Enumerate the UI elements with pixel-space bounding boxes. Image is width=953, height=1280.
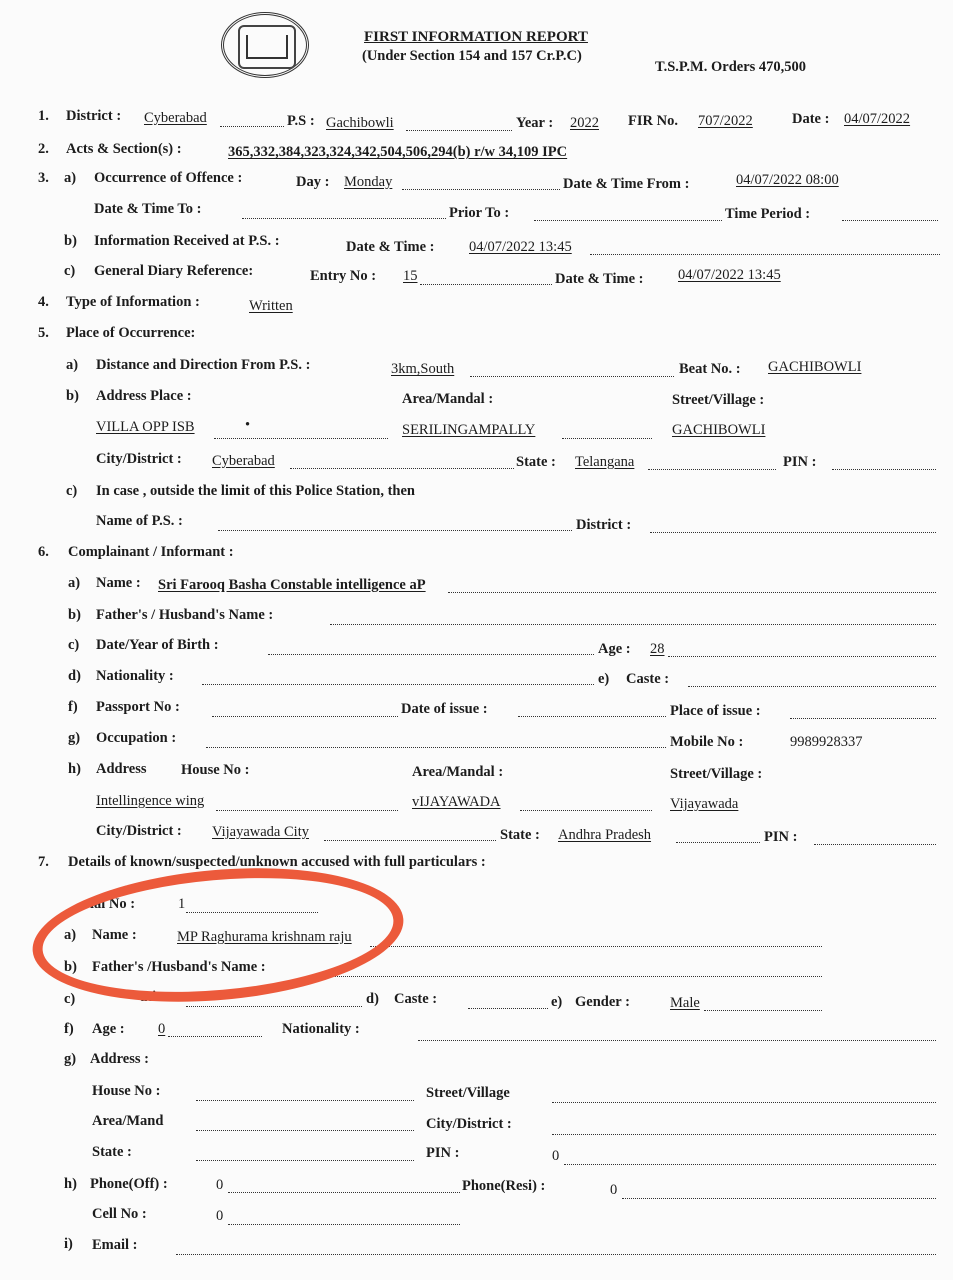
street-village-label: Street/Village : bbox=[670, 766, 763, 782]
area-mandal-label: Area/Mandal : bbox=[412, 764, 504, 780]
street-village-value: Vijayawada bbox=[670, 796, 739, 812]
caste-field bbox=[688, 672, 936, 687]
accused-nationality-field bbox=[418, 1026, 936, 1041]
sub-letter: c) bbox=[64, 991, 76, 1007]
area-mandal-value: vIJAYAWADA bbox=[412, 794, 501, 810]
dob-label: Date/Year of Birth : bbox=[96, 637, 219, 653]
date-time-to-field bbox=[242, 204, 446, 219]
pin-label: PIN : bbox=[764, 829, 798, 845]
time-period-label: Time Period : bbox=[725, 206, 811, 222]
city-district-label: City/District : bbox=[96, 451, 182, 467]
state-value: Telangana bbox=[575, 454, 635, 470]
pin-label: PIN : bbox=[783, 454, 817, 470]
gender-value: Male bbox=[670, 995, 700, 1011]
street-village-value: GACHIBOWLI bbox=[672, 422, 766, 438]
sub-letter: g) bbox=[64, 1051, 77, 1067]
gender-label: Gender : bbox=[575, 994, 630, 1010]
occupation-field bbox=[206, 733, 666, 748]
state-field-line bbox=[648, 455, 776, 470]
nationality-field bbox=[202, 670, 594, 685]
sub-letter: b) bbox=[64, 959, 77, 975]
entry-no-label: Entry No : bbox=[310, 268, 377, 284]
city-field-line bbox=[290, 454, 514, 469]
sub-letter: i) bbox=[64, 1236, 73, 1252]
state-label: State : bbox=[92, 1144, 132, 1160]
address-place-label: Address Place : bbox=[96, 388, 192, 404]
distance-value: 3km,South bbox=[391, 361, 455, 377]
sub-letter: f) bbox=[64, 1021, 74, 1037]
dob-field bbox=[268, 640, 594, 655]
accused-age-label: Age : bbox=[92, 1021, 125, 1037]
complainant-name-field bbox=[448, 578, 936, 593]
date-value: 04/07/2022 bbox=[844, 111, 911, 127]
item-number: 3. bbox=[38, 170, 49, 186]
accused-name-field bbox=[370, 932, 822, 947]
house-no-label: House No : bbox=[92, 1083, 161, 1099]
address-field-line bbox=[214, 424, 388, 439]
pin-field-line bbox=[564, 1150, 936, 1165]
place-issue-field bbox=[790, 704, 936, 719]
city-district-label: City/District : bbox=[426, 1116, 512, 1132]
prior-to-field bbox=[534, 206, 722, 221]
place-issue-label: Place of issue : bbox=[670, 703, 761, 719]
sub-letter: a) bbox=[64, 170, 77, 186]
phone-off-field-line bbox=[228, 1178, 460, 1193]
area-mandal-field bbox=[196, 1116, 414, 1131]
item-number: 1. bbox=[38, 108, 49, 124]
district-field-line bbox=[220, 112, 284, 127]
fir-label: FIR No. bbox=[628, 113, 678, 129]
date-label: Date : bbox=[792, 111, 830, 127]
date-time-from-value: 04/07/2022 08:00 bbox=[736, 172, 839, 188]
state-label: State : bbox=[500, 827, 540, 843]
city-district-value: Vijayawada City bbox=[212, 824, 309, 840]
beat-value: GACHIBOWLI bbox=[768, 359, 862, 375]
date-time-from-label: Date & Time From : bbox=[563, 176, 690, 192]
orders-ref: T.S.P.M. Orders 470,500 bbox=[655, 59, 807, 75]
item-number: 2. bbox=[38, 141, 49, 157]
sub-letter: f) bbox=[68, 699, 78, 715]
serial-no-label: ial No : bbox=[90, 896, 136, 912]
age-field-line bbox=[668, 642, 936, 657]
gd-date-time-value: 04/07/2022 13:45 bbox=[678, 267, 781, 283]
passport-field bbox=[212, 702, 398, 717]
complainant-label: Complainant / Informant : bbox=[68, 544, 234, 560]
area-field-line bbox=[520, 796, 652, 811]
pin-field bbox=[832, 455, 936, 470]
entry-field-line bbox=[420, 270, 552, 285]
year-label: Year : bbox=[516, 115, 554, 131]
date-time-to-label: Date & Time To : bbox=[94, 201, 202, 217]
serial-no-value: 1 bbox=[178, 896, 186, 912]
address-mark: • bbox=[245, 417, 251, 433]
ps-value: Gachibowli bbox=[326, 115, 394, 131]
day-value: Monday bbox=[344, 174, 393, 190]
house-no-value: Intellingence wing bbox=[96, 793, 205, 809]
item-number: 6. bbox=[38, 544, 49, 560]
ps-name-field bbox=[218, 516, 572, 531]
phone-resi-label: Phone(Resi) : bbox=[462, 1178, 546, 1194]
mobile-value: 9989928337 bbox=[790, 734, 863, 750]
accused-name-label: Name : bbox=[92, 927, 137, 943]
state-label: State : bbox=[516, 454, 556, 470]
gd-date-time-label: Date & Time : bbox=[555, 271, 644, 287]
area-mandal-value: SERILINGAMPALLY bbox=[402, 422, 536, 438]
area-field-line bbox=[562, 424, 652, 439]
sub-letter: e) bbox=[551, 994, 563, 1010]
sub-letter: b) bbox=[68, 607, 81, 623]
father-name-field bbox=[330, 610, 936, 625]
state-value: Andhra Pradesh bbox=[558, 827, 652, 843]
city-district-field bbox=[552, 1120, 936, 1135]
time-period-field bbox=[842, 206, 938, 221]
sub-letter: d) bbox=[366, 991, 379, 1007]
pin-label: PIN : bbox=[426, 1145, 460, 1161]
date-issue-field bbox=[518, 702, 666, 717]
outside-district-label: District : bbox=[576, 517, 632, 533]
page-title: FIRST INFORMATION REPORT bbox=[364, 29, 588, 45]
street-village-label: Street/Village bbox=[426, 1085, 510, 1101]
ps-label: P.S : bbox=[287, 113, 315, 129]
type-info-value: Written bbox=[249, 298, 293, 314]
pin-value: 0 bbox=[552, 1148, 560, 1164]
house-field-line bbox=[216, 796, 398, 811]
sub-letter: e) bbox=[598, 671, 610, 687]
email-field bbox=[176, 1240, 936, 1255]
beat-label: Beat No. : bbox=[679, 361, 741, 377]
sub-letter: g) bbox=[68, 730, 81, 746]
distance-field-line bbox=[470, 362, 674, 377]
nationality-label: Nationality : bbox=[96, 668, 174, 684]
phone-resi-field-line bbox=[622, 1184, 936, 1199]
item-number: 4. bbox=[38, 294, 49, 310]
type-info-label: Type of Information : bbox=[66, 294, 200, 310]
acts-value: 365,332,384,323,324,342,504,506,294(b) r/w 34,109 IPC bbox=[228, 144, 568, 160]
house-no-field bbox=[196, 1086, 414, 1101]
address-label: Address bbox=[96, 761, 147, 777]
year-value: 2022 bbox=[570, 115, 599, 131]
accused-father-label: Father's /Husband's Name : bbox=[92, 959, 266, 975]
ps-field-line bbox=[406, 116, 512, 131]
info-date-time-value: 04/07/2022 13:45 bbox=[469, 239, 572, 255]
city-field-line bbox=[324, 826, 496, 841]
date-issue-label: Date of issue : bbox=[401, 701, 488, 717]
city-district-value: Cyberabad bbox=[212, 453, 275, 469]
complainant-name-value: Sri Farooq Basha Constable intelligence aP bbox=[158, 577, 426, 593]
area-mandal-label: Area/Mand bbox=[92, 1113, 164, 1129]
day-label: Day : bbox=[296, 174, 330, 190]
caste-label: Caste : bbox=[626, 671, 670, 687]
complainant-name-label: Name : bbox=[96, 575, 141, 591]
occupation-label: Occupation : bbox=[96, 730, 177, 746]
entry-no-value: 15 bbox=[403, 268, 418, 284]
accused-name-value: MP Raghurama krishnam raju bbox=[177, 929, 352, 945]
phone-resi-value: 0 bbox=[610, 1182, 618, 1198]
phone-off-label: Phone(Off) : bbox=[90, 1176, 168, 1192]
gd-reference-label: General Diary Reference: bbox=[94, 263, 254, 279]
day-field-line bbox=[402, 175, 560, 190]
sub-letter: c) bbox=[68, 637, 80, 653]
outside-district-field bbox=[650, 518, 936, 533]
accused-age-value: 0 bbox=[158, 1021, 166, 1037]
ps-name-label: Name of P.S. : bbox=[96, 513, 183, 529]
item-number: 7. bbox=[38, 854, 49, 870]
phone-off-value: 0 bbox=[216, 1177, 224, 1193]
age-field-line bbox=[168, 1022, 262, 1037]
street-village-label: Street/Village : bbox=[672, 392, 765, 408]
accused-nationality-label: Nationality : bbox=[282, 1021, 360, 1037]
father-name-label: Father's / Husband's Name : bbox=[96, 607, 274, 623]
item-number: 5. bbox=[38, 325, 49, 341]
sub-letter: h) bbox=[68, 761, 81, 777]
mobile-label: Mobile No : bbox=[670, 734, 744, 750]
gender-field-line bbox=[704, 996, 822, 1011]
page-subtitle: (Under Section 154 and 157 Cr.P.C) bbox=[362, 48, 582, 64]
house-no-label: House No : bbox=[181, 762, 250, 778]
state-field bbox=[196, 1146, 414, 1161]
cell-no-field-line bbox=[228, 1210, 460, 1225]
info-date-time-label: Date & Time : bbox=[346, 239, 435, 255]
info-received-label: Information Received at P.S. : bbox=[94, 233, 280, 249]
sub-letter: a) bbox=[68, 575, 81, 591]
sub-letter: a) bbox=[66, 357, 79, 373]
cell-no-label: Cell No : bbox=[92, 1206, 147, 1222]
sub-letter: d) bbox=[68, 668, 81, 684]
sub-letter: c) bbox=[64, 263, 76, 279]
acts-label: Acts & Section(s) : bbox=[66, 141, 182, 157]
occurrence-label: Occurrence of Offence : bbox=[94, 170, 243, 186]
info-field-line bbox=[590, 240, 940, 255]
accused-caste-label: Caste : bbox=[394, 991, 438, 1007]
distance-label: Distance and Direction From P.S. : bbox=[96, 357, 311, 373]
city-district-label: City/District : bbox=[96, 823, 182, 839]
fir-value: 707/2022 bbox=[698, 113, 753, 129]
age-value: 28 bbox=[650, 641, 665, 657]
occupation-label-partial: ation : bbox=[140, 989, 180, 1005]
address-place-value: VILLA OPP ISB bbox=[96, 419, 195, 435]
accused-caste-field bbox=[468, 994, 548, 1009]
area-mandal-label: Area/Mandal : bbox=[402, 391, 494, 407]
accused-details-label: Details of known/suspected/unknown accused with full particulars : bbox=[68, 854, 486, 870]
email-label: Email : bbox=[92, 1237, 138, 1253]
prior-to-label: Prior To : bbox=[449, 205, 510, 221]
street-village-field bbox=[552, 1088, 936, 1103]
age-label: Age : bbox=[598, 641, 631, 657]
cell-no-value: 0 bbox=[216, 1208, 224, 1224]
sub-letter: h) bbox=[64, 1176, 77, 1192]
pin-field bbox=[814, 830, 936, 845]
district-value: Cyberabad bbox=[144, 110, 207, 126]
passport-label: Passport No : bbox=[96, 699, 180, 715]
telangana-govt-seal bbox=[221, 12, 309, 78]
outside-limit-label: In case , outside the limit of this Police Station, then bbox=[96, 483, 415, 499]
state-field-line bbox=[676, 828, 760, 843]
sub-letter: a) bbox=[64, 927, 77, 943]
sub-letter: b) bbox=[66, 388, 79, 404]
accused-address-label: Address : bbox=[90, 1051, 149, 1067]
place-occurrence-label: Place of Occurrence: bbox=[66, 325, 196, 341]
accused-father-field bbox=[310, 962, 822, 977]
sub-letter: c) bbox=[66, 483, 78, 499]
sub-letter: b) bbox=[64, 233, 77, 249]
district-label: District : bbox=[66, 108, 122, 124]
